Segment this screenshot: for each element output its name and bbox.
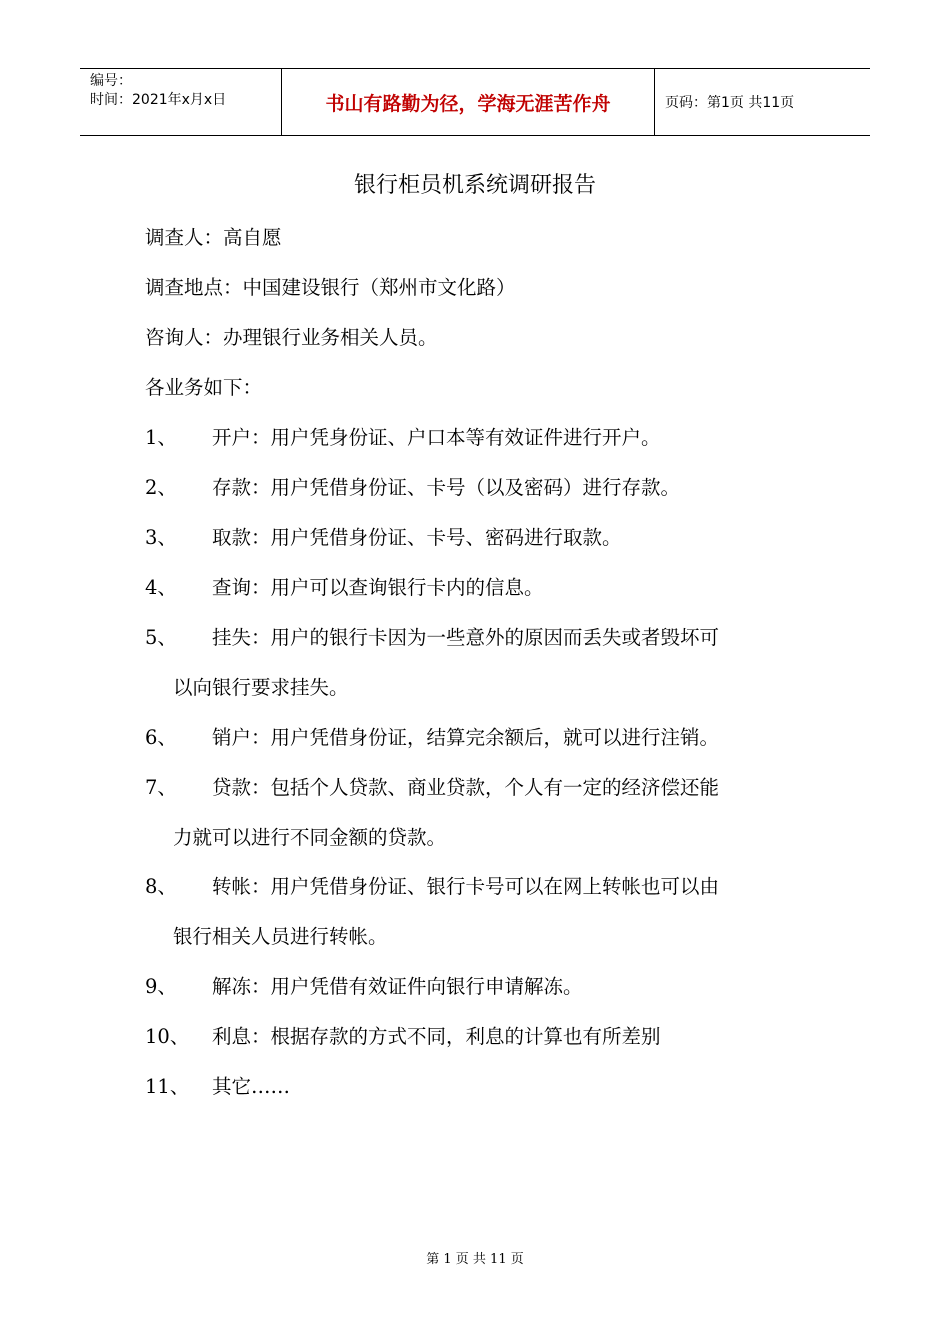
- item-number: 4、: [145, 576, 177, 599]
- item-continuation: 银行相关人员进行转帐。: [173, 925, 388, 948]
- item-number: 1、: [145, 426, 177, 449]
- item-text: 利息：根据存款的方式不同，利息的计算也有所差别: [212, 1025, 661, 1048]
- item-number: 8、: [145, 875, 177, 898]
- item-text: 存款：用户凭借身份证、卡号（以及密码）进行存款。: [212, 476, 681, 499]
- header-page-info: 页码：第1页 共11页: [665, 95, 795, 111]
- consultant-line: 咨询人：办理银行业务相关人员。: [145, 326, 438, 349]
- page-header: [80, 68, 870, 136]
- item-continuation: 力就可以进行不同金额的贷款。: [173, 826, 447, 849]
- list-item: [145, 1021, 661, 1049]
- list-item: [145, 871, 719, 899]
- item-number: 6、: [145, 726, 177, 749]
- header-meta: [80, 69, 282, 135]
- item-number: 11、: [145, 1075, 190, 1098]
- item-text: 销户：用户凭借身份证，结算完余额后，就可以进行注销。: [212, 726, 720, 749]
- header-motto: 书山有路勤为径，学海无涯苦作舟: [282, 69, 655, 135]
- item-text: 查询：用户可以查询银行卡内的信息。: [212, 576, 544, 599]
- number-label: 编号：: [90, 73, 132, 89]
- list-item: [145, 572, 544, 600]
- item-number: 7、: [145, 776, 177, 799]
- list-item: [145, 422, 661, 450]
- item-text: 解冻：用户凭借有效证件向银行申请解冻。: [212, 975, 583, 998]
- list-item: [145, 622, 719, 650]
- list-item: [145, 522, 622, 550]
- item-text: 挂失：用户的银行卡因为一些意外的原因而丢失或者毁坏可: [212, 626, 720, 649]
- item-text: 贷款：包括个人贷款、商业贷款，个人有一定的经济偿还能: [212, 776, 720, 799]
- document-title: 银行柜员机系统调研报告: [353, 173, 596, 198]
- item-continuation: 以向银行要求挂失。: [173, 676, 349, 699]
- item-number: 2、: [145, 476, 177, 499]
- item-text: 开户：用户凭身份证、户口本等有效证件进行开户。: [212, 426, 661, 449]
- investigator-line: 调查人：高自愿: [145, 226, 282, 249]
- item-number: 3、: [145, 526, 177, 549]
- list-item: [145, 971, 583, 999]
- time-label: 时间：2021年x月x日: [90, 92, 227, 108]
- list-item: [145, 722, 719, 750]
- item-text: 其它……: [212, 1075, 291, 1098]
- page-footer: 第 1 页 共 11 页: [426, 1252, 524, 1267]
- list-item: [145, 472, 680, 500]
- location-line: 调查地点：中国建设银行（郑州市文化路）: [145, 276, 516, 299]
- list-item: [145, 1071, 290, 1099]
- item-number: 5、: [145, 626, 177, 649]
- item-number: 9、: [145, 975, 177, 998]
- item-number: 10、: [145, 1025, 190, 1048]
- list-item: [145, 772, 719, 800]
- intro-line: 各业务如下：: [145, 376, 263, 399]
- item-text: 转帐：用户凭借身份证、银行卡号可以在网上转帐也可以由: [212, 875, 720, 898]
- item-text: 取款：用户凭借身份证、卡号、密码进行取款。: [212, 526, 622, 549]
